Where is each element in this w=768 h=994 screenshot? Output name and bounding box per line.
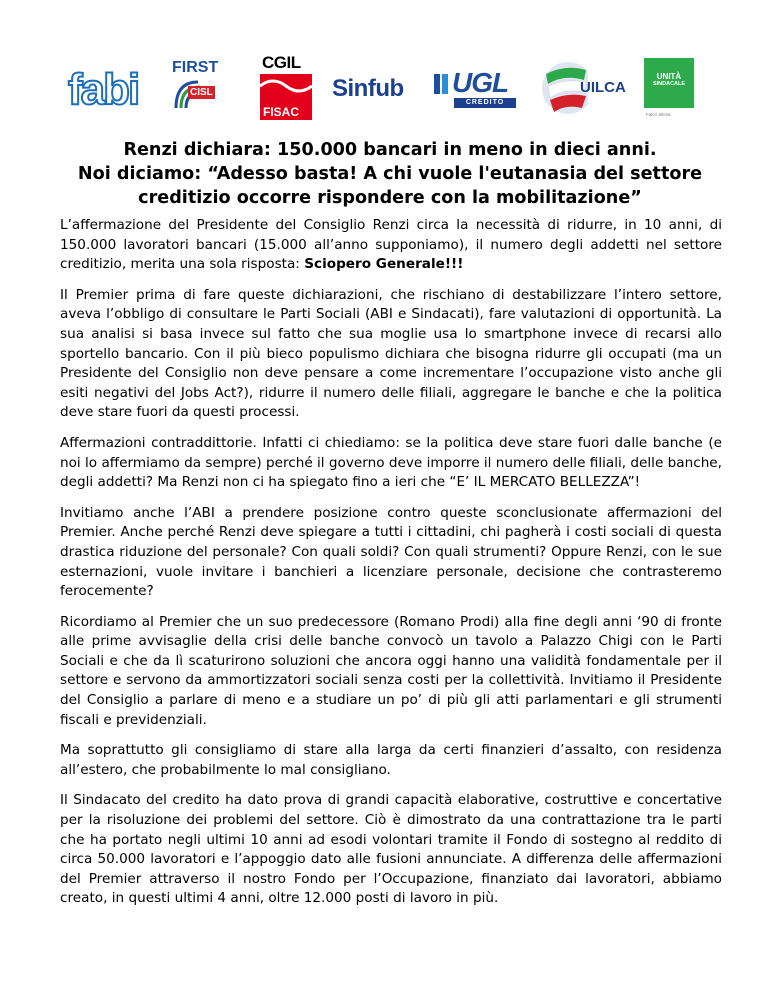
cgil-red-block xyxy=(260,74,312,120)
cgil-wave-icon xyxy=(260,74,312,104)
logo-strip xyxy=(60,50,700,122)
fabi-logo-text: fabi xyxy=(68,65,139,114)
paragraph-4: Invitiamo anche l’ABI a prendere posizione contro queste sconclusionate affermazioni del Premier. Anche perché Renzi deve spiegare a tutti i cittadini, chi pagherà i costi sociali di questa drastica riduzione del personale? Con quali soldi? Con quali strumenti? Oppure Renzi, con le sue esternazioni, vuole invitare i banchieri a licenziare personale, decisione che contrasteremo ferocemente? xyxy=(60,504,722,600)
uilca-logo-text: UILCA xyxy=(580,79,626,96)
falcri-silcea-text: Falcri Silcea xyxy=(646,112,671,117)
title-line-2: Noi diciamo: “Adesso basta! A chi vuole l'eutanasia del settore xyxy=(77,164,703,184)
paragraph-5: Ricordiamo al Premier che un suo predecessore (Romano Prodi) alla fine degli anni ‘90 di fronte alle prime avvisaglie della crisi delle banche convocò un tavolo a Palazzo Chigi con le Parti Sociali e che da lì scaturirono soluzioni che ancora oggi hanno una validità fondamentale per il settore e servono da ammortizzatori sociali senza costi per la collettività. Invitiamo il Presidente del Consiglio a parlare di meno e a studiare un po’ di più gli atti parlamentari e gli strumenti fiscali e previdenziali. xyxy=(60,613,722,728)
ugl-credito-text: CREDITO xyxy=(454,98,516,108)
press-release-title xyxy=(60,138,720,210)
paragraph-7: Il Sindacato del credito ha dato prova di grandi capacità elaborative, costruttive e concertative per la risoluzione dei problemi del settore. Ciò è dimostrato da una contrattazione tra le parti che ha portato negli ultimi 10 anni ad esodi volontari tramite il Fondo di sostegno al reddito di circa 50.000 lavoratori e l’appoggio dato alle fusioni annunciate. A differenza delle affermazioni del Premier attraverso il nostro Fondo per l’Occupazione, finanziato dai lavoratori, abbiamo creato, in questi ultimi 4 anni, oltre 12.000 posti di lavoro in più. xyxy=(60,792,722,907)
first-cisl-logo xyxy=(166,60,228,118)
ugl-flag-icon xyxy=(432,68,454,98)
sindacale-logo-text: SINDACALE xyxy=(652,81,686,87)
ugl-logo-text: UGL xyxy=(452,67,509,98)
paragraph-2: Il Premier prima di fare queste dichiarazioni, che rischiano di destabilizzare l’intero settore, aveva l’obbligo di consultare le Parti Sociali (ABI e Sindacati), fare valutazioni di opportunità. La sua analisi si basa invece sul fatto che sua moglie usa lo smartphone invece di recarsi allo sportello bancario. Con il più bieco populismo dichiara che bisogna ridurre gli occupati (ma un Presidente del Consiglio non deve pensare a come incrementare l’occupazione visto anche gli esiti negativi del Jobs Act?), ridurre il numero delle filiali, aggregare le banche e che la politica deve stare fuori da questi processi. xyxy=(60,286,722,421)
title-line-1: Renzi dichiara: 150.000 bancari in meno in dieci anni. xyxy=(123,140,657,160)
title-line-3: creditizio occorre rispondere con la mobilitazione” xyxy=(138,188,642,208)
cgil-logo-text: CGIL xyxy=(262,53,301,72)
paragraph-1-text: L’affermazione del Presidente del Consiglio Renzi circa la necessità di ridurre, in 10 anni, di 150.000 lavoratori bancari (15.000 all’anno supponiamo), il numero degli addetti nel settore creditizio, merita una sola risposta: xyxy=(60,217,722,273)
sciopero-generale-highlight: Sciopero Generale!!! xyxy=(304,256,464,273)
sinfub-logo-text: Sinfub xyxy=(332,75,404,102)
press-release-body xyxy=(60,216,722,920)
paragraph-6: Ma soprattutto gli consigliamo di stare alla larga da certi finanzieri d’assalto, con residenza all’estero, che probabilmente lo mal consigliano. xyxy=(60,742,722,778)
first-logo-text: FIRST xyxy=(172,59,219,76)
cisl-logo-text: CISL xyxy=(190,87,213,98)
ugl-credito-logo xyxy=(432,68,528,112)
paragraph-1 xyxy=(60,216,722,275)
paragraph-3: Affermazioni contraddittorie. Infatti ci chiediamo: se la politica deve stare fuori dalle banche (e noi lo affermiamo da sempre) perché il governo deve imporre il numero delle filiali, delle banche, degli addetti? Ma Renzi non ci ha spiegato fino a ieri che “E’ IL MERCATO BELLEZZA”! xyxy=(60,434,722,491)
unita-sindacale-logo xyxy=(644,58,694,117)
fisac-logo-text: FISAC xyxy=(263,105,299,119)
uilca-logo xyxy=(540,56,630,120)
unita-logo-text: UNITÀ xyxy=(656,72,682,81)
cgil-fisac-logo xyxy=(260,54,312,118)
sinfub-logo xyxy=(332,74,426,106)
fabi-logo xyxy=(68,66,150,114)
